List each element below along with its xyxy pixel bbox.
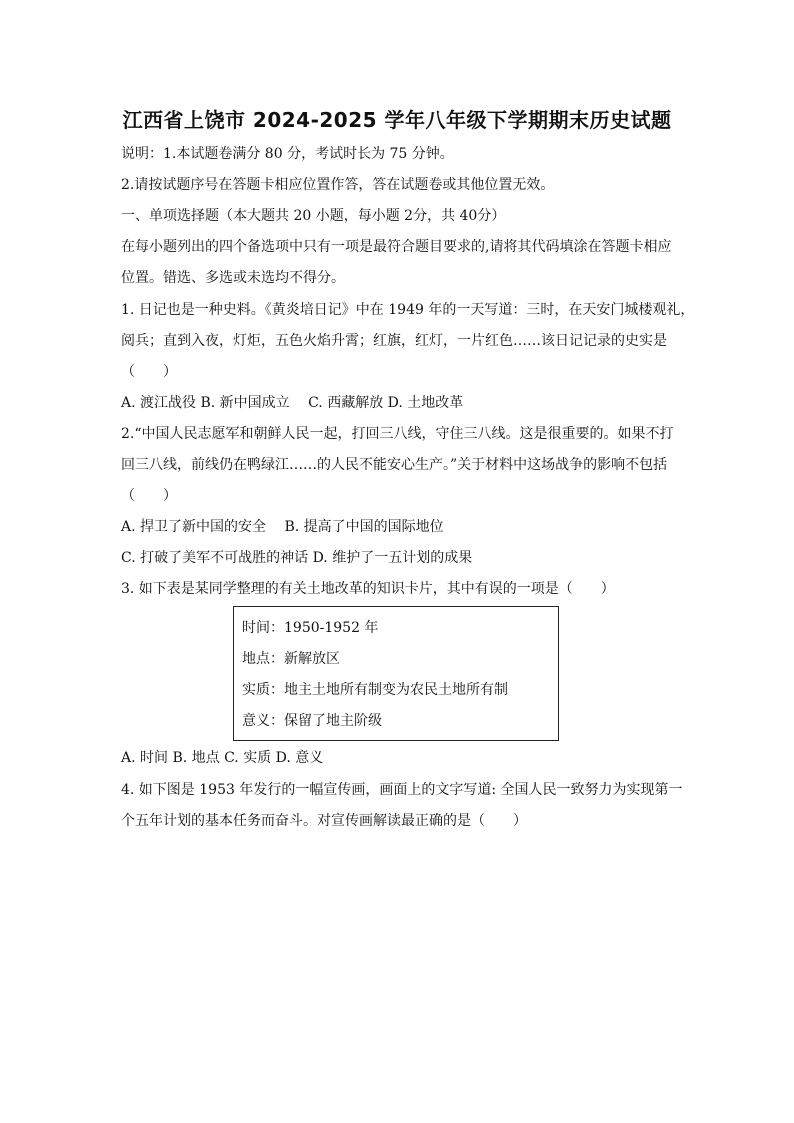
card-row-essence: 实质：地主土地所有制变为农民土地所有制 — [242, 682, 508, 698]
instruction-line: 2.请按试题序号在答题卡相应位置作答，答在试题卷或其他位置无效。 — [121, 177, 555, 193]
question-1-stem: 1. 日记也是一种史料。《黄炎培日记》中在 1949 年的一天写道：三时，在天安门城楼观礼， — [121, 302, 695, 318]
question-1-options: A. 渡江战役 B. 新中国成立 C. 西藏解放 D. 土地改革 — [121, 395, 464, 411]
section-description: 位置。错选、多选或未选均不得分。 — [121, 270, 345, 286]
question-3-options: A. 时间 B. 地点 C. 实质 D. 意义 — [121, 750, 324, 766]
question-4-stem: 4. 如下图是 1953 年发行的一幅宣传画，画面上的文字写道: 全国人民一致努力为实现第一 — [121, 782, 683, 798]
question-1-stem: （ ） — [121, 364, 177, 380]
card-row-time: 时间：1950-1952 年 — [242, 620, 379, 636]
section-heading: 一、单项选择题（本大题共 20 小题，每小题 2分，共 40分） — [121, 208, 506, 224]
question-3-stem: 3. 如下表是某同学整理的有关土地改革的知识卡片，其中有误的一项是（ ） — [121, 581, 615, 597]
question-2-options: A. 捍卫了新中国的安全 B. 提高了中国的国际地位 — [121, 519, 444, 535]
card-row-place: 地点：新解放区 — [242, 651, 340, 667]
instruction-line: 说明：1.本试题卷满分 80 分，考试时长为 75 分钟。 — [121, 146, 454, 162]
section-description: 在每小题列出的四个备选项中只有一项是最符合题目要求的,请将其代码填涂在答题卡相应 — [121, 239, 672, 255]
knowledge-card — [233, 606, 559, 741]
question-2-stem: 回三八线，前线仍在鸭绿江……的人民不能安心生产。”关于材料中这场战争的影响不包括 — [121, 457, 668, 473]
question-4-stem: 个五年计划的基本任务而奋斗。对宣传画解读最正确的是（ ） — [121, 813, 527, 829]
question-1-stem: 阅兵；直到入夜，灯炬，五色火焰升霄；红旗，红灯，一片红色……该日记记录的史实是 — [121, 333, 667, 349]
question-2-options: C. 打破了美军不可战胜的神话 D. 维护了一五计划的成果 — [121, 550, 473, 566]
question-2-stem: （ ） — [121, 488, 177, 504]
page-title: 江西省上饶市 2024-2025 学年八年级下学期期末历史试题 — [122, 108, 672, 132]
question-2-stem: 2.“中国人民志愿军和朝鲜人民一起，打回三八线，守住三八线。这是很重要的。如果不打 — [121, 426, 674, 442]
card-row-significance: 意义：保留了地主阶级 — [242, 713, 382, 729]
